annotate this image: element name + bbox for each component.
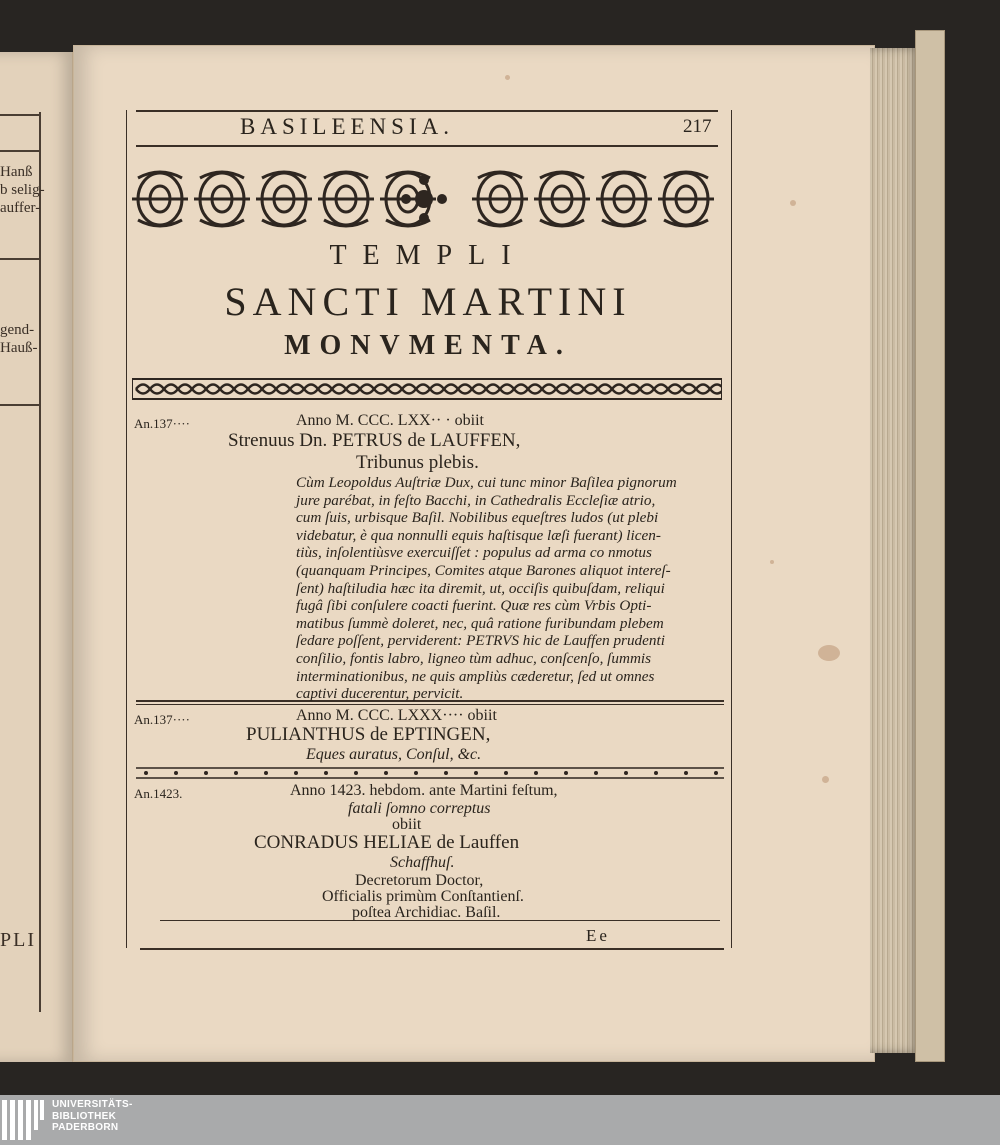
body-line: videbatur, è qua nonnulli equis haſtisque læſi fuerant) licen- <box>296 526 661 544</box>
library-logo-text <box>52 1099 133 1134</box>
body-line: Cùm Leopoldus Auſtriæ Dux, cui tunc minor Baſilea pignorum <box>296 474 677 491</box>
entry-name: CONRADUS HELIAE de Lauffen <box>254 832 520 853</box>
left-page-text: PLI <box>0 929 36 951</box>
title-line-1: TEMPLI <box>329 240 527 271</box>
dotted-divider <box>136 766 724 780</box>
entry-name: PULIANTHUS de EPTINGEN, <box>246 724 491 745</box>
title-line-3: MONVMENTA. <box>284 330 572 361</box>
margin-date: An.137···· <box>134 712 190 727</box>
entry-line: Decretorum Doctor, <box>355 872 484 889</box>
body-line: cum ſuis, urbisque Baſil. Nobilibus equeſtres ludos (ut plebi <box>296 509 659 527</box>
entry-divider <box>136 704 724 705</box>
entry-date-line: Anno M. CCC. LXX·· · obiit <box>296 412 484 429</box>
stain <box>505 75 510 80</box>
decorative-headpiece <box>130 168 720 230</box>
page-number: 217 <box>683 116 712 137</box>
body-line: conſilio, fontis labro, ligneo tùm adhuc, conſcenſo, ſummis <box>296 649 652 667</box>
stain <box>818 645 840 661</box>
entry-line: poſtea Archidiac. Baſil. <box>352 904 501 921</box>
entry-office: Eques auratus, Conſul, &c. <box>306 746 482 763</box>
entry-office: Tribunus plebis. <box>356 452 479 473</box>
left-page-rule <box>0 258 40 260</box>
body-line: tiùs, inſolentiùsve exercuiſſet : populus ad arma co nmotus <box>296 544 652 562</box>
left-page-text: Hanß <box>0 164 33 180</box>
logo-line: PADERBORN <box>52 1122 119 1133</box>
body-line: captivi ducerentur, pervicit. <box>296 685 464 703</box>
catchword: Ee <box>586 926 610 945</box>
margin-date: An.137···· <box>134 416 190 431</box>
entry-date-line: Anno M. CCC. LXXX···· obiit <box>296 707 497 724</box>
body-line: interminationibus, ne quis ampliùs cæderetur, ſed ut omnes <box>296 667 655 685</box>
left-page-rule <box>0 150 40 152</box>
decorative-band <box>132 378 722 400</box>
entry-line: Officialis primùm Conſtantienſ. <box>322 888 524 905</box>
body-line: jure parébat, in feſto Bacchi, in Cathedralis Eccleſiæ atrio, <box>296 491 656 509</box>
page-edges <box>870 48 920 1053</box>
entry-body <box>296 474 724 703</box>
stain <box>790 200 796 206</box>
entry-line: obiit <box>392 816 422 833</box>
left-page-fragment <box>0 52 74 1062</box>
title-line-2: SANCTI MARTINI <box>224 279 632 324</box>
body-line: matibus ſummè doleret, nec, quâ ratione furibundam plebem <box>296 614 664 632</box>
left-page-rule <box>0 114 40 116</box>
running-head: BASILEENSIA. <box>240 114 454 139</box>
bottom-frame-rule <box>140 948 724 950</box>
body-line: (quanquam Principes, Comites atque Barones aliquot intereſ- <box>296 561 671 579</box>
body-line: ſedare poſſent, perviderent: PETRVS hic de Lauffen prudenti <box>296 632 665 650</box>
body-line: fugâ ſibi conſulere coacti fuerint. Quæ res cùm Vrbis Opti- <box>296 597 652 615</box>
entry-name: Strenuus Dn. PETRUS de LAUFFEN, <box>228 430 521 451</box>
left-page-text: auffer- <box>0 200 41 216</box>
logo-line: BIBLIOTHEK <box>52 1110 117 1122</box>
book-cover-edge <box>915 30 945 1062</box>
body-line: ſent) haſtiludia hæc ita diremit, ut, occiſis quibuſdam, reliqui <box>296 579 665 597</box>
stain <box>822 776 829 783</box>
left-page-text: Hauß- <box>0 340 38 356</box>
library-footer-bar <box>0 1095 1000 1145</box>
entry-line: Anno 1423. hebdom. ante Martini feſtum, <box>290 782 558 799</box>
left-page-text: gend- <box>0 322 35 338</box>
logo-line: UNIVERSITÄTS- <box>52 1099 133 1110</box>
library-logo-icon <box>0 1098 46 1144</box>
head-rule <box>136 145 718 147</box>
left-page-text: b selig- <box>0 182 45 198</box>
stain <box>770 560 774 564</box>
entry-line: fatali ſomno correptus <box>348 800 491 817</box>
margin-date: An.1423. <box>134 786 183 801</box>
entry-line: Schaffhuſ. <box>390 854 455 871</box>
left-page-rule <box>0 404 40 406</box>
top-rule <box>136 110 718 112</box>
left-page-frame-line <box>39 112 41 1012</box>
